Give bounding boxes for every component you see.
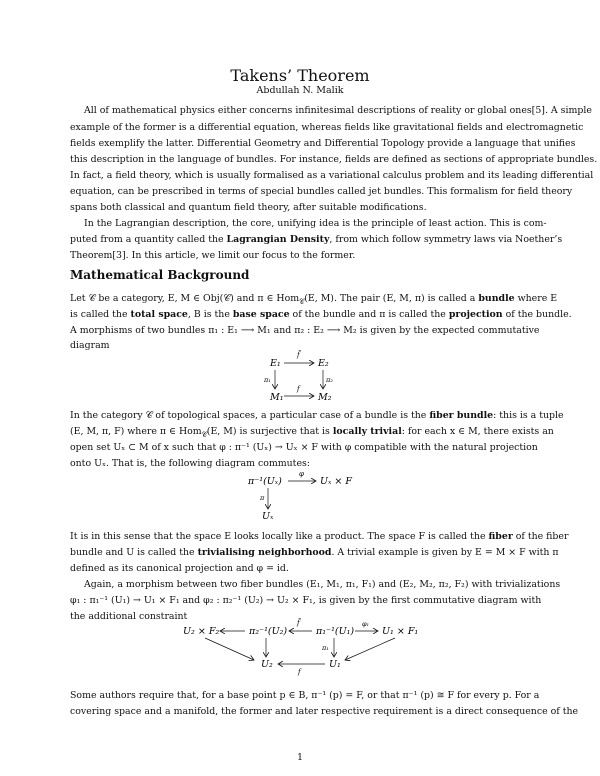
- intro-line-2: example of the former is a differential equation, whereas fields like gravitational fields and electromagnetic: [70, 122, 584, 133]
- last-line-1: Some authors require that, for a base point p ∈ B, π⁻¹ (p) = F, or that π⁻¹ (p) ≅ F for every p. For a: [70, 690, 540, 701]
- node-Ux: Uₓ: [262, 511, 274, 522]
- intro-line-7: spans both classical and quantum field theory, after suitable modifications.: [70, 202, 427, 213]
- node-U1xF1: U₁ × F₁: [382, 626, 419, 637]
- fiber-line-2: (E, M, π, F) where π ∈ Hom$_𝒞$(E, M) is surjective that is locally trivial: for each x ∈ M, there exists an: [70, 426, 554, 439]
- bg-line-1: Let 𝒞 be a category, E, M ∈ Obj(𝒞) and π ∈ Hom$_𝒞$(E, M). The pair (E, M, π) is called a bundle where E: [70, 293, 558, 306]
- label-pi1: π₁: [264, 376, 271, 384]
- node-E1: E₁: [270, 358, 281, 369]
- node-U2xF2: U₂ × F₂: [183, 626, 220, 637]
- section-heading: Mathematical Background: [70, 268, 250, 282]
- local-line-3: defined as its canonical projection and φ = id.: [70, 563, 289, 574]
- again-line-2: φ₁ : π₁⁻¹ (U₁) → U₁ × F₁ and φ₂ : π₂⁻¹ (U₂) → U₂ × F₁, is given by the first commutative diagram with: [70, 595, 542, 606]
- label-pi: π: [260, 494, 265, 502]
- arrow-projection-left: [205, 638, 254, 660]
- label-pi1-3: π₁: [322, 644, 329, 652]
- paper-title: Takens’ Theorem: [230, 66, 370, 85]
- intro-line-3: fields exemplify the latter. Differential Geometry and Differential Topology provide a language that unifies: [70, 138, 576, 149]
- local-line-2: bundle and U is called the trivialising neighborhood. A trivial example is given by E = M × F with π: [70, 547, 559, 558]
- bg-line-3: A morphisms of two bundles π₁ : E₁ ⟶ M₁ and π₂ : E₂ ⟶ M₂ is given by the expected commutative: [70, 325, 540, 336]
- label-f-tilde-3: f̃: [297, 619, 300, 627]
- fiber-line-4: onto Uₓ. That is, the following diagram commutes:: [70, 458, 310, 469]
- fiber-line-3: open set Uₓ ⊂ M of x such that φ : π⁻¹ (Uₓ) → Uₓ × F with φ compatible with the natural projection: [70, 442, 538, 453]
- label-phi1: φ₁: [362, 620, 370, 628]
- node-M1: M₁: [270, 392, 284, 403]
- fiber-morphism-diagram: [183, 618, 418, 676]
- node-product: Uₓ × F: [320, 476, 352, 487]
- local-trivialisation-diagram: [247, 470, 352, 522]
- last-line-2: covering space and a manifold, the former and later respective requirement is a direct consequence of the: [70, 706, 579, 717]
- local-line-1: It is in this sense that the space E looks locally like a product. The space F is called the fiber of the fiber: [70, 531, 569, 542]
- bg-line-2: is called the total space, B is the base space of the bundle and π is called the projection of the bundle.: [70, 309, 572, 320]
- intro-line-1: All of mathematical physics either concerns infinitesimal descriptions of reality or global ones[5]. A simple: [84, 105, 592, 116]
- author-name: Abdullah N. Malik: [256, 85, 344, 96]
- again-line-3: the additional constraint: [70, 611, 188, 622]
- node-preimage-U2: π₂⁻¹(U₂): [249, 626, 288, 637]
- lagrangian-line-3: Theorem[3]. In this article, we limit our focus to the former.: [70, 250, 356, 261]
- node-preimage: π⁻¹(Uₓ): [248, 476, 282, 487]
- intro-line-5: In fact, a field theory, which is usually formalised as a variational calculus problem and its leading differential: [70, 170, 594, 181]
- intro-line-4: this description in the language of bundles. For instance, fields are defined as sections of appropriate bundles.: [70, 154, 598, 165]
- page-number: 1: [296, 752, 304, 763]
- label-f-3: f: [298, 668, 301, 676]
- node-preimage-U1: π₁⁻¹(U₁): [316, 626, 355, 637]
- node-E2: E₂: [318, 358, 329, 369]
- label-pi2: π₂: [326, 376, 333, 384]
- fiber-line-1: In the category 𝒞 of topological spaces, a particular case of a bundle is the fiber bundle: this is a tuple: [70, 410, 564, 421]
- lagrangian-line-1: In the Lagrangian description, the core, unifying idea is the principle of least action. This is com-: [84, 218, 547, 229]
- label-phi: φ: [299, 470, 304, 478]
- label-f: f: [297, 385, 300, 393]
- intro-line-6: equation, can be prescribed in terms of special bundles called jet bundles. This formalism for field theory: [70, 186, 573, 197]
- arrow-projection-right: [345, 638, 395, 660]
- again-line-1: Again, a morphism between two fiber bundles (E₁, M₁, π₁, F₁) and (E₂, M₂, π₂, F₂) with trivializations: [84, 579, 561, 590]
- node-U2: U₂: [261, 659, 273, 670]
- node-U1: U₁: [329, 659, 341, 670]
- bundle-morphism-diagram: [263, 350, 333, 403]
- node-M2: M₂: [318, 392, 332, 403]
- lagrangian-line-2: puted from a quantity called the Lagrangian Density, from which follow symmetry laws via Noether’s: [70, 234, 563, 245]
- label-f-tilde: f̃: [297, 351, 300, 359]
- bg-line-4: diagram: [70, 340, 110, 351]
